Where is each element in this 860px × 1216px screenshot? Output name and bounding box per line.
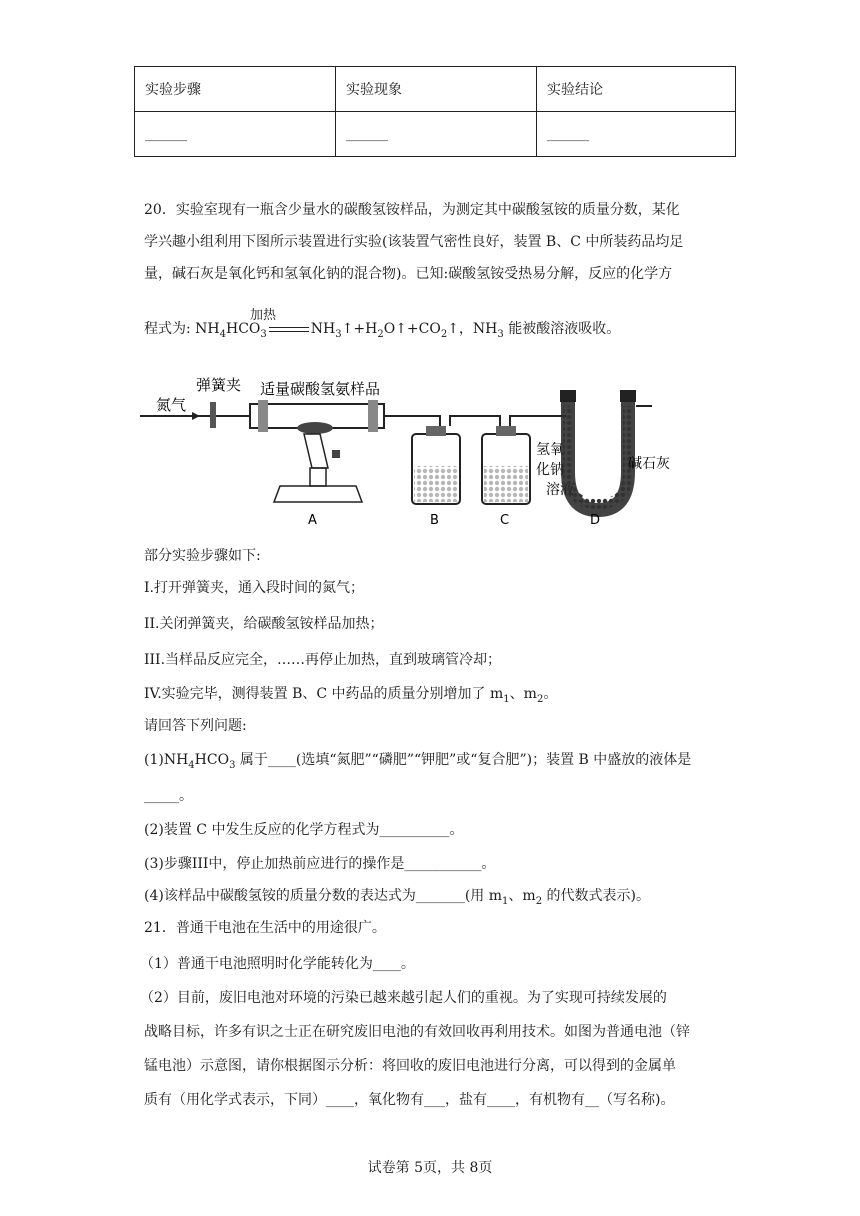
clamp-label: 弹簧夹 (196, 376, 242, 394)
eq-text: HCO (226, 321, 261, 337)
question-1 (144, 750, 691, 776)
eq-sub: 3 (497, 328, 504, 340)
q21-part2-l3: 锰电池）示意图，请你根据图示分析：将回收的废旧电池进行分离，可以得到的金属单 (144, 1058, 676, 1074)
stopper-right (368, 400, 378, 432)
connector-cd (510, 416, 566, 426)
burner-knob (332, 450, 340, 458)
question-2: (2)装置 C 中发生反应的化学方程式为__________。 (144, 822, 464, 838)
step-4 (144, 684, 557, 710)
question-1-cont: _____。 (144, 788, 193, 804)
eq-text: ↑+H (341, 321, 378, 337)
sub: 3 (229, 759, 236, 771)
question-3: (3)步骤III中，停止加热前应进行的操作是___________。 (144, 856, 496, 872)
experiment-table (134, 66, 736, 157)
q21-title: 21．普通干电池在生活中的用途很广。 (144, 920, 386, 936)
step-3: III.当样品反应完全，……再停止加热，直到玻璃管冷却； (144, 652, 502, 668)
q21-part2-l4: 质有（用化学式表示，下同）____，氧化物有___，盐有____，有机物有__（写名称)。 (144, 1092, 675, 1108)
header-phenomenon: 实验现象 (336, 67, 537, 112)
eq-sub: 3 (260, 328, 267, 340)
alcohol-burner-icon (274, 486, 362, 502)
eq-text: 程式为: NH (144, 321, 220, 337)
flow-arrow-icon (192, 412, 200, 420)
header-step: 实验步骤 (135, 67, 336, 112)
ask-line: 请回答下列问题: (144, 718, 247, 734)
step-2: II.关闭弹簧夹，给碳酸氢铵样品加热； (144, 616, 384, 632)
sub: 1 (503, 693, 510, 705)
q4-text: (4)该样品中碳酸氢铵的质量分数的表达式为_______(用 m (144, 888, 503, 904)
label-b: B (430, 513, 439, 528)
q1-text: 属于____(选填“氮肥”“磷肥”“钾肥”或“复合肥”)；装置 B 中盛放的液体是 (235, 752, 692, 768)
step-4-text: IV.实验完毕，测得装置 B、C 中药品的质量分别增加了 m (144, 686, 504, 702)
sub: 2 (535, 895, 543, 907)
liquid-c (484, 466, 528, 502)
step-1: I.打开弹簧夹，通入段时间的氮气； (144, 580, 364, 596)
header-conclusion: 实验结论 (537, 67, 736, 112)
sub: 1 (502, 895, 509, 907)
stopper-c (496, 426, 516, 436)
eq-sub: 3 (335, 328, 342, 340)
spring-clamp-icon[interactable] (210, 402, 216, 428)
label-d: D (590, 513, 601, 528)
connector-bc (450, 416, 500, 432)
step-4-text: 、m (509, 686, 537, 702)
q21-part2-l2: 战略目标，许多有识之士正在研究废旧电池的有效回收再利用技术。如图为普通电池（锌 (144, 1024, 690, 1040)
question-4 (144, 886, 650, 912)
q20-line1: 20．实验室现有一瓶含少量水的碳酸氢铵样品，为测定其中碳酸氢铵的质量分数，某化 (144, 202, 680, 218)
blank-conclusion[interactable]: ______ (537, 112, 736, 157)
sodalime-label: 碱石灰 (628, 456, 670, 472)
reaction-equation (144, 318, 620, 340)
table-header-row (135, 67, 736, 112)
apparatus-diagram (140, 372, 700, 532)
label-a: A (308, 513, 317, 528)
burner-neck (310, 468, 326, 486)
eq-text: ↑，NH (447, 321, 498, 337)
nitrogen-label: 氮气 (156, 396, 187, 414)
sample-pile (297, 422, 333, 434)
page-footer: 试卷第 5页，共 8页 (367, 1160, 493, 1176)
steps-intro: 部分实验步骤如下: (144, 548, 261, 564)
q20-line3: 量，碱石灰是氧化钙和氢氧化钠的混合物)。已知:碳酸氢铵受热易分解，反应的化学方 (144, 266, 673, 282)
q1-text: HCO (194, 752, 230, 768)
naoh-label-3: 溶液 (546, 482, 574, 498)
eq-text: NH (310, 321, 336, 337)
equals-arrow (269, 327, 309, 332)
eq-sub: 2 (377, 328, 384, 340)
sample-label: 适量碳酸氢氨样品 (260, 380, 381, 398)
blank-phenomenon[interactable]: ______ (336, 112, 537, 157)
q4-text: 的代数式表示)。 (542, 888, 650, 904)
eq-text: 能被酸溶液吸收。 (503, 321, 621, 337)
q21-part2-l1: （2）目前，废旧电池对环境的污染已越来越引起人们的重视。为了实现可持续发展的 (140, 990, 667, 1006)
stopper-d-left (560, 390, 576, 402)
label-c: C (500, 513, 510, 528)
eq-text: O↑+CO (383, 321, 441, 337)
q21-part1: （1）普通干电池照明时化学能转化为____。 (140, 956, 415, 972)
naoh-label-1: 氢氧 (536, 442, 564, 458)
stopper-d-right (620, 390, 636, 402)
eq-sub: 4 (219, 328, 227, 340)
flame-icon (304, 434, 328, 468)
stopper-b (426, 426, 446, 436)
q1-text: (1)NH (144, 752, 189, 768)
sub: 2 (536, 693, 544, 705)
eq-sub: 2 (440, 328, 448, 340)
naoh-label-2: 化钠 (536, 462, 564, 478)
blank-step[interactable]: ______ (135, 112, 336, 157)
step-4-text: 。 (543, 686, 558, 702)
reaction-condition: 加热 (250, 308, 277, 323)
q20-line2: 学兴趣小组利用下图所示装置进行实验(该装置气密性良好，装置 B、C 中所装药品均足 (144, 234, 684, 250)
table-row (135, 112, 736, 157)
sub: 4 (188, 759, 195, 771)
q4-text: 、m (508, 888, 536, 904)
stopper-left (258, 400, 268, 432)
liquid-b (414, 466, 458, 502)
